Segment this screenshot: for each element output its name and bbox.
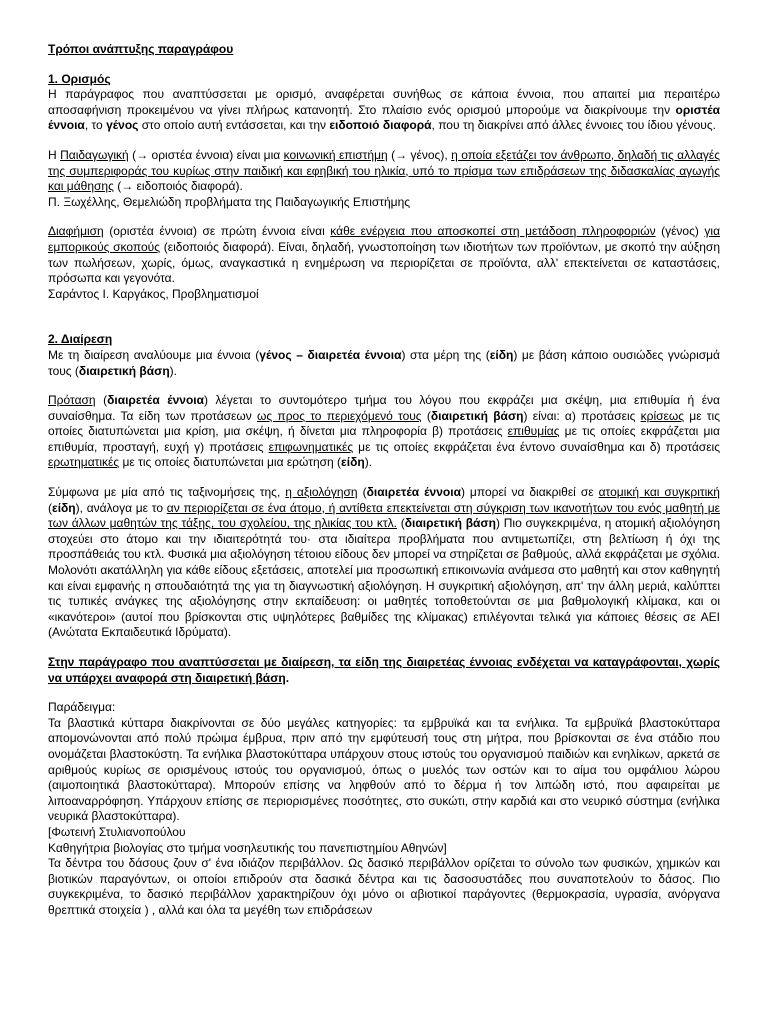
text-run: ) Πιο συγκεκριμένα, η ατομική αξιολόγηση στοχεύει στο άτομο και την ιδιαιτερότητά του· στα ιδιαίτερα προβλήματα που αντιμετωπίζει, στη βελτίωση ή όχι της προσπάθειάς του κτλ. Φυσικά μια αξιολόγηση τέτοιου είδους δεν μπορεί να στηρίζεται σε βαθμούς, αλλά εκφράζεται με σχόλια. Μολονότι ακατάλληλη για κάθε είδους εξετάσεις, αποτελεί μια προσωπική επικοινωνία ανάμεσα στο μαθητή και στον καθηγητή και είναι εμφανής η σπουδαιότητά της για τη διαγνωστική αξιολόγηση. Η συγκριτική αξιολόγηση, απ' την άλλη μεριά, καλύπτει τις τυπικές ανάγκες της αξιολόγησης στην εκπαίδευση: οι μαθητές τοποθετούνται σε μια βαθμολογική κλίμακα, και οι «ικανότεροι» (αυτοί που βρίσκονται στις υψηλότερες βαθμίδες της κλίμακας) επιλέγονται τελικά για κάποιες θέσεις σε ΑΕΙ (Ανώτατα Εκπαιδευτικά Ιδρύματα). <box>48 516 721 640</box>
definition-intro-paragraph <box>48 87 720 134</box>
text-run: ), ανάλογα με το <box>75 500 167 515</box>
definition-example-advertising <box>48 224 720 286</box>
underlined-phrase: για εμπορικούς σκοπούς <box>48 224 721 254</box>
bold-term: διαιρετική βάση <box>404 516 496 531</box>
example-forest: Τα δέντρα του δάσους ζουν σ' ένα ιδιάζον περιβάλλον. Ως δασικό περιβάλλον ορίζεται το σύνολο των φυσικών, χημικών και βιοτικών παραγόντων, οι οποίοι επιδρούν στα δασικά δέντρα και τις δασοσυστάδες που συναποτελούν το δάσος. Πιο συγκεκριμένα, το δασικό περιβάλλον χαρακτηρίζουν όχι μόνο οι αβιοτικοί παράγοντες (θερμοκρασία, υγρασία, ανόργανα θρεπτικά στοιχεία ) , αλλά και όλα τα μεγέθη των επιδράσεων <box>48 856 720 917</box>
text-run: ( <box>48 500 52 515</box>
text-run: ( <box>357 485 367 500</box>
text-run: (οριστέα έννοια) σε πρώτη έννοια είναι <box>103 224 331 239</box>
text-run: ) μπορεί να διακριθεί σε <box>460 485 599 500</box>
text-run: (→ ειδοποιός διαφορά). <box>113 179 243 194</box>
bold-term: διαιρετέα έννοια <box>366 485 461 500</box>
example-source: Π. Ξωχέλλης, Θεμελιώδη προβλήματα της Παιδαγωγικής Επιστήμης <box>48 194 411 209</box>
text-run: ) στα μέρη της ( <box>401 347 490 362</box>
underlined-phrase: Πρόταση <box>48 393 96 408</box>
underlined-phrase: Διαφήμιση <box>48 224 104 239</box>
division-example-assessment <box>48 485 720 641</box>
text-run: Σύμφωνα με μία από τις ταξινομήσεις της, <box>48 485 286 500</box>
underlined-phrase: ερωτηματικές <box>48 455 120 470</box>
bold-term: διαιρετέα έννοια <box>107 393 205 408</box>
underlined-phrase: κοινωνική επιστήμη <box>283 147 388 162</box>
underlined-phrase: ως προς το περιεχόμενό τους <box>257 408 422 423</box>
text-run: . <box>285 670 290 685</box>
underlined-phrase: η αξιολόγηση <box>285 485 358 500</box>
text-run: ) λέγεται το συντομότερο τμήμα του λόγου που εκφράζει μια σκέψη, μια επιθυμία ή ένα συναίσθημα. Τα είδη των προτάσεων <box>48 393 720 423</box>
underlined-phrase: επιφωνηματικές <box>268 439 354 454</box>
text-run: ( <box>95 393 108 408</box>
text-run: στο οποίο αυτή εντάσσεται, και την <box>138 118 330 133</box>
text-run: (ειδοποιός διαφορά). Είναι, δηλαδή, γνωστοποίηση των ιδιοτήτων των προϊόντων, με σκοπό την αύξηση των πωλήσεων, χωρίς, όμως, αναγκαστικά η ενημέρωση να περιορίζεται σε προϊόντα, αλλ' επεκτείνεται σε καταστάσεις, πρόσωπα και γεγονότα. <box>48 239 720 286</box>
example-label: Παράδειγμα: <box>48 700 116 715</box>
text-run: , που τη διακρίνει από άλλες έννοιες του ίδιου γένους. <box>431 118 716 133</box>
example-stem-cells: Τα βλαστικά κύτταρα διακρίνονται σε δύο μεγάλες κατηγορίες: τα εμβρυϊκά και τα ενήλικα. Τα εμβρυϊκά βλαστοκύτταρα απομονώνονται από πολύ πρώιμα έμβρυα, πριν από την εμφύτευσή τους στη μήτρα, που βρίσκονται σε ένα στάδιο που ονομάζεται βλαστοκύστη. Τα ενήλικα βλαστοκύτταρα υπάρχουν στους ιστούς του οργανισμού παιδιών και ενηλίκων, αρκετά σε αριθμούς κυρίως σε ορισμένους ιστούς του οργανισμού, όπως ο μυελός των οστών και το αίμα του ομφάλιου λώρου (αιμοποιητικά βλαστοκύτταρα). Μπορούν επίσης να ληφθούν από το δέρμα ή τον λιπώδη ιστό, που αφαιρείται με λιποαναρρόφηση. Υπάρχουν επίσης σε περιορισμένες ποσότητες, στο συκώτι, στην καρδιά και στο νευρικό σύστημα (ενήλικα νευρικά βλαστοκύτταρα). <box>48 715 720 824</box>
text-run: Η <box>48 147 61 162</box>
text-run: Η παράγραφος που αναπτύσσεται με ορισμό, αναφέρεται συνήθως σε κάποια έννοια, που απαιτεί μια περαιτέρω αποσαφήνιση προκειμένου να γίνει πλήρως κατανοητή. Στο πλαίσιο ενός ορισμού μπορούμε να διακρίνουμε την <box>48 87 720 117</box>
text-run: Με τη διαίρεση αναλύουμε μια έννοια ( <box>48 347 260 362</box>
bold-term: διαιρετική βάση <box>430 408 524 423</box>
underlined-phrase: κάθε ενέργεια που αποσκοπεί στη μετάδοση πληροφοριών <box>330 224 656 239</box>
division-intro-paragraph <box>48 348 720 379</box>
bold-term: γένος – διαιρετέα έννοια <box>259 347 402 362</box>
text-run: , το <box>84 118 107 133</box>
text-run: ) είναι: α) προτάσεις <box>523 408 641 423</box>
bold-underlined-rule: Στην παράγραφο που αναπτύσσεται με διαίρεση, τα είδη της διαιρετέας έννοιας ενδέχεται να καταγράφονται, χωρίς να υπάρχει αναφορά στη διαιρετική βάση <box>48 655 720 685</box>
text-run: (→ οριστέα έννοια) είναι μια <box>128 147 284 162</box>
example-source: [Φωτεινή Στυλιανοπούλου <box>48 824 186 839</box>
text-run: ). <box>364 455 373 470</box>
term-defined-concept: οριστέα έννοια <box>48 102 720 133</box>
underlined-phrase: ατομική και συγκριτική <box>598 485 720 500</box>
division-rule-note <box>48 655 720 686</box>
text-run: (→ γένος), <box>387 147 452 162</box>
underlined-phrase: επιθυμίας <box>507 424 560 439</box>
text-run: ) με βάση κάποιο ουσιώδες γνώρισμά τους ( <box>48 347 720 378</box>
text-run: ( <box>421 408 431 423</box>
underlined-phrase: Παιδαγωγική <box>60 147 129 162</box>
underlined-phrase: κρίσεως <box>640 408 685 423</box>
text-run: με τις οποίες εκφράζεται μια επιθυμία, προσταγή, ευχή γ) προτάσεις <box>48 424 720 454</box>
term-genus: γένος <box>106 118 139 133</box>
bold-term: διαιρετική βάση <box>78 363 170 378</box>
bold-term: είδη <box>52 500 76 515</box>
term-specific-difference: ειδοποιό διαφορά <box>329 118 432 133</box>
division-example-sentence <box>48 393 720 471</box>
bold-term: είδη <box>489 347 514 362</box>
text-run: (γένος) <box>655 224 705 239</box>
definition-example-pedagogy <box>48 148 720 195</box>
section-heading-definition: 1. Ορισμός <box>48 71 111 86</box>
example-source: Καθηγήτρια βιολογίας στο τμήμα νοσηλευτικής του πανεπιστημίου Αθηνών] <box>48 840 447 855</box>
section-heading-division: 2. Διαίρεση <box>48 332 113 347</box>
underlined-phrase: αν περιορίζεται σε ένα άτομο, ή αντίθετα επεκτείνεται στη σύγκριση των ικανοτήτων του ενός μαθητή με των άλλων μαθητών της τάξης, του σχολείου, της ηλικίας του κτλ. <box>48 500 721 531</box>
underlined-phrase: η οποία εξετάζει τον άνθρωπο, δηλαδή τις αλλαγές της συμπεριφοράς του κυρίως στην παιδική και εφηβική του ηλικία, υπό το πρίσμα των επιδράσεων της διδασκαλίας αγωγής και μάθησης <box>48 147 721 194</box>
text-run: με τις οποίες διατυπώνεται μια ερώτηση ( <box>119 455 342 470</box>
text-run: με τις οποίες εκφράζεται ένα έντονο συναίσθημα και δ) προτάσεις <box>353 439 720 454</box>
bold-term: είδη <box>341 455 365 470</box>
document-title: Τρόποι ανάπτυξης παραγράφου <box>48 42 234 56</box>
text-run: ). <box>169 363 177 378</box>
example-source: Σαράντος Ι. Καργάκος, Προβληματισμοί <box>48 286 259 301</box>
text-run: με τις οποίες διατυπώνεται μια κρίση, μια σκέψη, ή δίνεται μια πληροφορία β) προτάσεις <box>48 408 720 439</box>
text-run: ( <box>396 516 405 531</box>
